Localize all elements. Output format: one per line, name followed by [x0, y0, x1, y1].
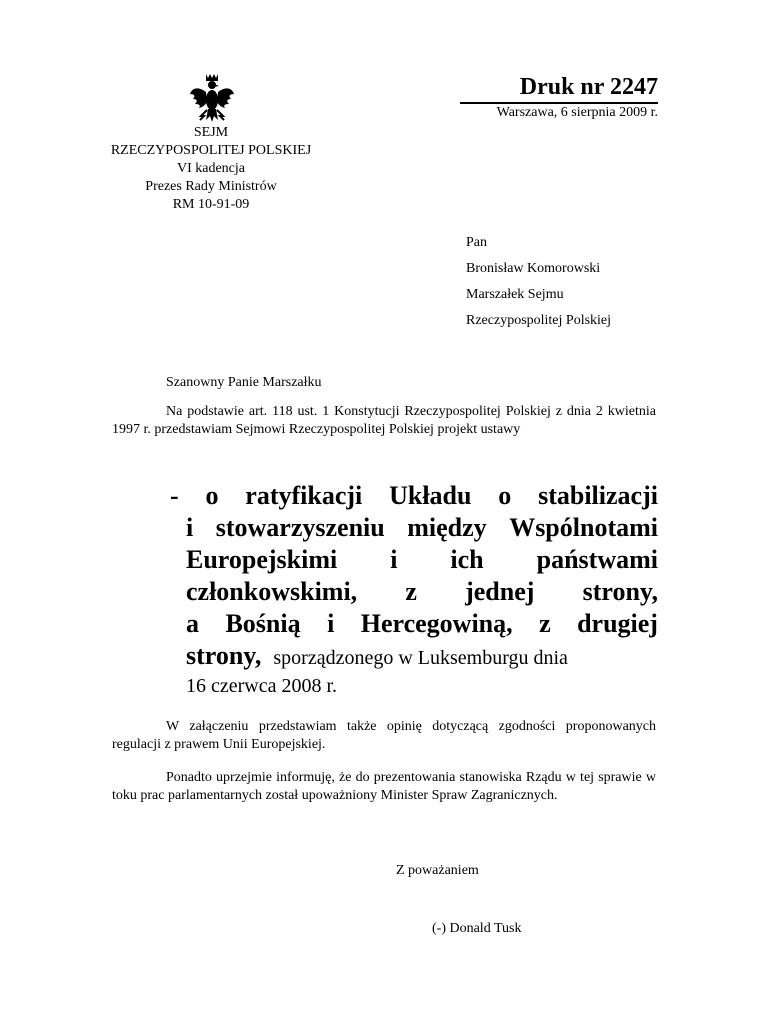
title-line — [170, 640, 658, 672]
title-line — [170, 576, 658, 608]
title-word: członkowskimi, — [186, 577, 358, 606]
paragraph-text: Ponadto uprzejmie informuję, że do prezentowania stanowiska Rządu w tej sprawie w toku prac parlamentarnych został upoważniony Minister Spraw Zagranicznych. — [112, 770, 656, 803]
title-line — [170, 480, 658, 512]
title-date: 16 czerwca 2008 r. — [186, 675, 338, 697]
paragraph-legal-basis — [112, 403, 656, 439]
title-word: ratyfikacji — [245, 481, 363, 510]
title-word: i — [327, 609, 335, 638]
title-word: drugiej — [577, 609, 658, 638]
title-line — [170, 608, 658, 640]
title-word: jednej — [465, 577, 535, 606]
addressee-line: Marszałek Sejmu — [466, 287, 564, 302]
document-number: Druk nr 2247 — [460, 72, 658, 104]
title-tail: sporządzonego w Luksemburgu dnia — [273, 647, 568, 669]
header-reference: RM 10-91-09 — [172, 197, 250, 212]
addressee-block — [466, 230, 611, 334]
title-line — [170, 544, 658, 576]
title-word: strony, — [582, 577, 658, 606]
bill-title — [170, 480, 658, 700]
paragraph-text: W załączeniu przedstawiam także opinię dotyczącą zgodności proponowanych regulacji z prawem Unii Europejskiej. — [112, 719, 656, 752]
paragraph-minister — [112, 769, 656, 805]
addressee-line: Pan — [466, 235, 487, 250]
title-word: państwami — [536, 545, 658, 574]
sender-header — [80, 124, 342, 214]
title-word: stabilizacji — [538, 481, 658, 510]
title-word: Europejskimi — [186, 545, 338, 574]
title-word: z — [539, 609, 551, 638]
title-word: z — [405, 577, 417, 606]
title-word: ich — [450, 545, 484, 574]
title-word: a — [186, 609, 199, 638]
header-sejm: SEJM — [193, 125, 229, 140]
header-office: Prezes Rady Ministrów — [145, 179, 277, 194]
title-word: Bośnią — [225, 609, 301, 638]
title-word: Hercegowiną, — [360, 609, 513, 638]
title-word: - — [170, 481, 179, 510]
title-word: o — [205, 481, 219, 510]
header-term: VI kadencja — [176, 161, 246, 176]
title-line — [170, 512, 658, 544]
closing: Z poważaniem — [396, 863, 479, 878]
paragraph-text: Na podstawie art. 118 ust. 1 Konstytucji Rzeczypospolitej Polskiej z dnia 2 kwietnia 1997 r. przedstawiam Sejmowi Rzeczypospolitej Polskiej projekt ustawy — [112, 404, 656, 437]
title-word: między — [407, 513, 487, 542]
title-word: stowarzyszeniu — [215, 513, 385, 542]
addressee-line: Bronisław Komorowski — [466, 261, 601, 276]
title-word: Wspólnotami — [509, 513, 658, 542]
document-date: Warszawa, 6 sierpnia 2009 r. — [496, 105, 658, 120]
eagle-emblem-icon — [188, 72, 236, 126]
title-word: Układu — [389, 481, 472, 510]
title-word: o — [498, 481, 512, 510]
paragraph-attachment — [112, 718, 656, 754]
header-republic: RZECZYPOSPOLITEJ POLSKIEJ — [110, 143, 312, 158]
title-word: strony, — [186, 641, 262, 670]
addressee-line: Rzeczypospolitej Polskiej — [466, 313, 612, 328]
salutation: Szanowny Panie Marszałku — [166, 375, 322, 390]
title-word: i — [186, 513, 194, 542]
title-word: i — [390, 545, 398, 574]
signature: (-) Donald Tusk — [432, 921, 522, 936]
